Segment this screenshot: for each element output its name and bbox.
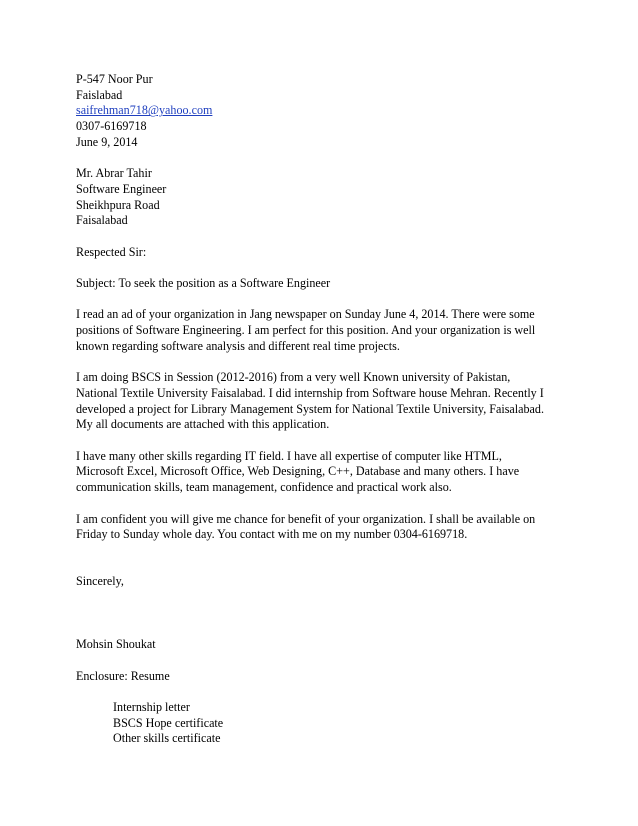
enclosure-label: Enclosure: Resume	[76, 668, 170, 683]
body-paragraph-3	[76, 449, 566, 496]
letter-date: June 9, 2014	[76, 134, 138, 149]
paragraph-line: communication skills, team management, confidence and practical work also.	[76, 480, 452, 495]
sender-phone: 0307-6169718	[76, 119, 147, 134]
paragraph-line: developed a project for Library Management System for National Textile University, Faisalabad.	[76, 401, 544, 416]
closing: Sincerely,	[76, 574, 124, 589]
paragraph-line: positions of Software Engineering. I am perfect for this position. And your organization is well	[76, 323, 536, 338]
body-paragraph-2	[76, 370, 566, 433]
paragraph-line: Microsoft Excel, Microsoft Office, Web Designing, C++, Database and many others. I have	[76, 464, 520, 479]
paragraph-line: Friday to Sunday whole day. You contact with me on my number 0304-6169718.	[76, 527, 468, 542]
paragraph-line: National Textile University Faisalabad. I did internship from Software house Mehran. Recently I	[76, 385, 544, 400]
enclosure-item: Internship letter	[113, 699, 190, 714]
recipient-street: Sheikhpura Road	[76, 197, 160, 212]
enclosure-list	[76, 700, 566, 747]
sender-address-line: P-547 Noor Pur	[76, 72, 153, 86]
paragraph-line: My all documents are attached with this application.	[76, 417, 330, 432]
salutation: Respected Sir:	[76, 244, 147, 259]
sender-address-block	[76, 72, 566, 151]
recipient-name: Mr. Abrar Tahir	[76, 166, 152, 181]
sender-email-link[interactable]: saifrehman718@yahoo.com	[76, 103, 213, 118]
cover-letter	[76, 72, 566, 747]
body-paragraph-1	[76, 307, 566, 354]
paragraph-line: I am doing BSCS in Session (2012-2016) from a very well Known university of Pakistan,	[76, 370, 511, 385]
paragraph-line: I read an ad of your organization in Jang newspaper on Sunday June 4, 2014. There were some	[76, 307, 535, 322]
enclosure-item: Other skills certificate	[113, 731, 221, 746]
body-paragraph-4	[76, 512, 566, 543]
paragraph-line: I have many other skills regarding IT field. I have all expertise of computer like HTML,	[76, 448, 502, 463]
sender-city: Faislabad	[76, 87, 123, 102]
recipient-city: Faisalabad	[76, 213, 128, 228]
paragraph-line: known regarding software analysis and different real time projects.	[76, 338, 400, 353]
enclosure-item: BSCS Hope certificate	[113, 715, 224, 730]
paragraph-line: I am confident you will give me chance for benefit of your organization. I shall be available on	[76, 511, 536, 526]
subject-line: Subject: To seek the position as a Software Engineer	[76, 276, 331, 291]
signature-name: Mohsin Shoukat	[76, 637, 156, 652]
recipient-title: Software Engineer	[76, 181, 167, 196]
recipient-address-block	[76, 166, 566, 229]
